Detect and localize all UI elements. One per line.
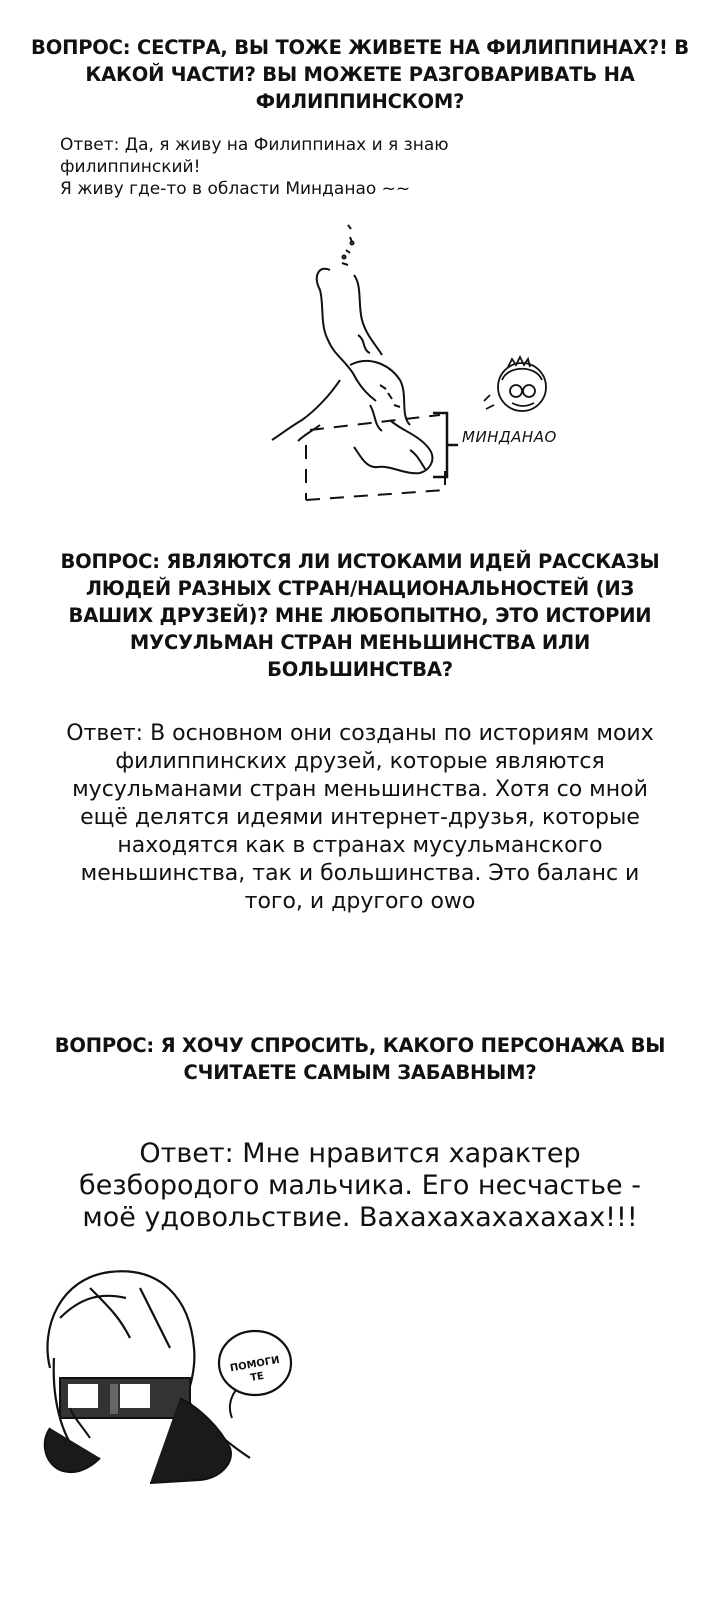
answer-1 [60,134,620,200]
question-3: ВОПРОС: Я ХОЧУ СПРОСИТЬ, КАКОГО ПЕРСОНАЖА ВЫ СЧИТАЕТЕ САМЫМ ЗАБАВНЫМ? [54,1034,666,1084]
bubble-line-1: ПОМОГИ [229,1354,281,1375]
answer-1-line-3: Я живу где-то в области Минданао ~~ [60,179,411,199]
answer-1-line-1: Ответ: Да, я живу на Филиппинах и я знаю [60,135,449,155]
question-2: ВОПРОС: ЯВЛЯЮТСЯ ЛИ ИСТОКАМИ ИДЕЙ РАССКАЗЫ ЛЮДЕЙ РАЗНЫХ СТРАН/НАЦИОНАЛЬНОСТЕЙ (ИЗ ВАШИХ ДРУЗЕЙ)? МНЕ ЛЮБОПЫТНО, ЭТО ИСТОРИИ МУСУЛЬМАН СТРАН МЕНЬШИНСТВА ИЛИ БОЛЬШИНСТВА? [60,550,660,681]
answer-3: Ответ: Мне нравится характер безбородого мальчика. Его несчастье - моё удовольствие. Вахахахахахахах!!! [79,1138,641,1233]
question-1: ВОПРОС: СЕСТРА, ВЫ ТОЖЕ ЖИВЕТЕ НА ФИЛИППИНАХ?! В КАКОЙ ЧАСТИ? ВЫ МОЖЕТЕ РАЗГОВАРИВАТЬ НА ФИЛИППИНСКОМ? [31,36,689,113]
answer-1-line-2: филиппинский! [60,157,201,177]
philippines-map-illustration [250,215,710,515]
answer-2: Ответ: В основном они созданы по историям моих филиппинских друзей, которые являются мусульманами стран меньшинства. Хотя со мной ещё делятся идеями интернет-друзья, которые находятся как в странах мусульманского меньшинства, так и большинства. Это баланс и того, и другого owo [66,721,654,914]
mindanao-label: МИНДАНАО [462,428,557,446]
bubble-line-2: ТЕ [249,1370,265,1385]
